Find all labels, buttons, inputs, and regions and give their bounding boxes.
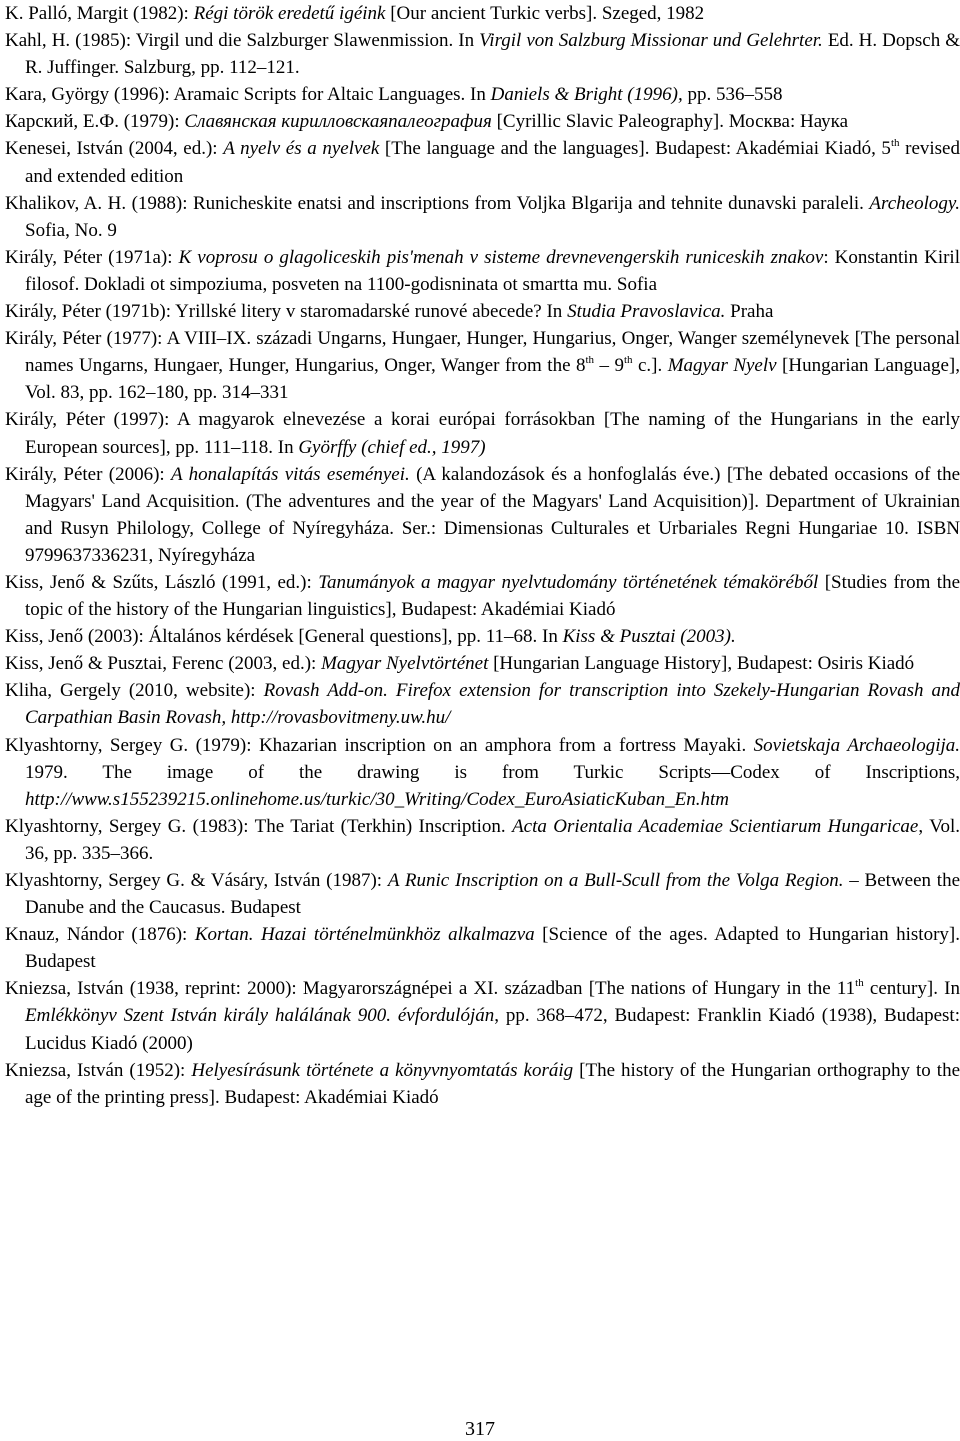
text: pp. 536–558 <box>682 84 783 106</box>
italic-text: Emlékkönyv Szent István király halálának 900. évfordulóján <box>25 1005 495 1027</box>
text: Klyashtorny, Sergey G. (1979): Khazarian inscription on an amphora from a fortress Mayaki. <box>5 734 754 756</box>
italic-text: Magyar Nyelv <box>667 355 777 377</box>
italic-text: Helyesírásunk története a könyvnyomtatás koráig <box>191 1059 574 1081</box>
text: [The language and the languages]. Budapest: Akadémiai Kiadó, 5 <box>379 138 891 160</box>
reference-entry <box>5 1057 960 1111</box>
text: [Hungarian Language History], Budapest: Osiris Kiadó <box>488 653 915 675</box>
text: Kiss, Jenő & Pusztai, Ferenc (2003, ed.): <box>5 653 322 675</box>
page-number: 317 <box>465 1418 495 1440</box>
text: , Vol. 36, pp. 335–366. <box>25 815 960 864</box>
italic-text: Kiss & Pusztai (2003). <box>562 626 736 648</box>
text: Praha <box>725 301 774 323</box>
italic-text: A nyelv és a nyelvek <box>223 138 380 160</box>
reference-entry <box>5 975 960 1056</box>
superscript: th <box>623 354 633 367</box>
reference-entry <box>5 813 960 867</box>
text: K. Palló, Margit (1982): <box>5 3 194 24</box>
reference-entry <box>5 244 960 298</box>
text: Kiss, Jenő & Szűts, László (1991, ed.): <box>5 571 319 593</box>
italic-text: Tanumányok a magyar nyelvtudomány történetének témaköréből <box>318 571 819 593</box>
reference-entry <box>5 650 960 677</box>
italic-text: Régi török eredetű igéink <box>193 3 386 24</box>
italic-text: Acta Orientalia Academiae Scientiarum Hungaricae <box>512 815 919 837</box>
text: Карский, Е.Ф. (1979): <box>5 111 185 133</box>
text: Király, Péter (2006): <box>5 463 172 485</box>
reference-entry <box>5 108 960 135</box>
text: Kahl, H. (1985): Virgil und die Salzburger Slawenmission. In <box>5 30 480 52</box>
reference-entry <box>5 569 960 623</box>
reference-entry <box>5 325 960 406</box>
italic-text: A Runic Inscription on a Bull-Scull from the Volga Region. <box>387 870 844 891</box>
reference-entry <box>5 135 960 189</box>
text: , pp. 368–472, Budapest: Franklin Kiadó (1938), Budapest: Lucidus Kiadó (2000) <box>25 1005 960 1054</box>
reference-entry <box>5 677 960 731</box>
italic-text: Sovietskaja Archaeologija. <box>753 734 960 756</box>
italic-text: Virgil von Salzburg Missionar und Gelehrter. <box>479 30 823 52</box>
text: Király, Péter (1997): A magyarok elnevezése a korai európai forrásokban [The naming of the Hungarians in the early European sources], pp. 111–118. In <box>5 409 960 458</box>
text: Király, Péter (1977): A VIII–IX. századi Ungarns, Hungaer, Hunger, Hungarius, Onger, Wanger személynevek [The personal names Ungarns, Hungaer, Hunger, Hungarius, Onger, Wanger from the 8 <box>5 328 960 377</box>
italic-text: Rovash Add-on. Firefox extension for transcription into Szekely-Hungarian Rovash and Carpathian Basin Rovash, http://rovasbovitmeny.uw.hu/ <box>25 680 960 729</box>
text: Klyashtorny, Sergey G. & Vásáry, István (1987): <box>5 870 388 891</box>
text: (A kalandozások és a honfoglalás éve.) [The debated occasions of the Magyars' Land Acquisition. (The adventures and the year of the Magyars' Land Acquisition)]. Department of Ukrainian and Rusyn Philology, College of Nyíregyháza. Ser.: Dimensionas Culturales et Urbariales Regni Hungariae 10. ISBN 9799637336231, Nyíregyháza <box>25 463 960 566</box>
reference-entry <box>5 81 960 108</box>
reference-entry <box>5 732 960 813</box>
text: Kara, György (1996): Aramaic Scripts for Altaic Languages. In <box>5 84 491 106</box>
text: – 9 <box>594 355 624 377</box>
text: [Studies from the topic of the history of the Hungarian linguistics], Budapest: Akadémiai Kiadó <box>25 571 960 621</box>
text: Ed. H. Dopsch & R. Juffinger. Salzburg, pp. 112–121. <box>25 30 960 79</box>
reference-entry <box>5 298 960 325</box>
superscript: th <box>890 137 900 150</box>
italic-text: Studia Pravoslavica. <box>567 301 726 323</box>
reference-entry <box>5 406 960 460</box>
text: Kiss, Jenő (2003): Általános kérdések [General questions], pp. 11–68. In <box>5 626 563 648</box>
text: : Konstantin Kiril filosof. Dokladi ot simpoziuma, posveten na 1100-godisninata ot smartta mu. Sofia <box>25 246 960 295</box>
text: Kliha, Gergely (2010, website): <box>5 680 264 702</box>
text: [Hungarian Language], Vol. 83, pp. 162–180, pp. 314–331 <box>25 355 960 404</box>
italic-text: K voprosu o glagoliceskih pis'menah v sisteme drevnevengerskih runiceskih znakov <box>178 246 824 268</box>
text: [Our ancient Turkic verbs]. Szeged, 1982 <box>385 3 705 24</box>
text: Kniezsa, István (1938, reprint: 2000): Magyarországnépei a XI. században [The nations of Hungary in the 11 <box>5 978 856 1000</box>
text: – Between the Danube and the Caucasus. Budapest <box>25 870 960 919</box>
italic-text: http://www.s155239215.onlinehome.us/turkic/30_Writing/Codex_EuroAsiaticKuban_En.htm <box>25 788 730 810</box>
superscript: th <box>585 354 595 367</box>
reference-entry <box>5 27 960 81</box>
reference-entry <box>5 623 960 650</box>
text: Király, Péter (1971a): <box>5 246 179 268</box>
text: [The history of the Hungarian orthography to the age of the printing press]. Budapest: Akadémiai Kiadó <box>25 1059 960 1108</box>
italic-text: Славянская кирилловскаяпалеография <box>184 111 492 133</box>
text: Sofia, No. 9 <box>25 219 117 241</box>
superscript: th <box>855 977 864 990</box>
text: c.]. <box>632 355 668 377</box>
text: Kenesei, István (2004, ed.): <box>5 138 224 160</box>
italic-text: Kortan. Hazai történelmünkhöz alkalmazva <box>194 924 535 946</box>
text: [Cyrillic Slavic Paleography]. Москва: Наука <box>491 111 849 133</box>
text: Knauz, Nándor (1876): <box>5 924 195 946</box>
reference-entry <box>5 0 960 27</box>
text: revised and extended edition <box>25 138 960 187</box>
text: [Science of the ages. Adapted to Hungarian history]. Budapest <box>25 924 960 973</box>
text: Klyashtorny, Sergey G. (1983): The Tariat (Terkhin) Inscription. <box>5 815 513 837</box>
italic-text: A honalapítás vitás eseményei. <box>171 463 410 485</box>
text: Király, Péter (1971b): Yrillské litery v staromadarské runové abecede? In <box>5 301 568 323</box>
italic-text: Archeology. <box>869 192 960 214</box>
text: 1979. The image of the drawing is from Turkic Scripts—Codex of Inscriptions, <box>25 761 960 783</box>
reference-list <box>5 0 960 1111</box>
text: Kniezsa, István (1952): <box>5 1059 192 1081</box>
reference-entry <box>5 190 960 244</box>
text: Khalikov, A. H. (1988): Runicheskite enatsi and inscriptions from Voljka Blgarija and tehnite dunavski paraleli. <box>5 192 870 214</box>
italic-text: Györffy (chief ed., 1997) <box>298 436 486 458</box>
italic-text: Daniels & Bright (1996), <box>490 84 683 106</box>
reference-entry <box>5 921 960 975</box>
italic-text: Magyar Nyelvtörténet <box>321 653 489 675</box>
reference-entry <box>5 867 960 921</box>
text: century]. In <box>863 978 960 1000</box>
reference-entry <box>5 461 960 569</box>
